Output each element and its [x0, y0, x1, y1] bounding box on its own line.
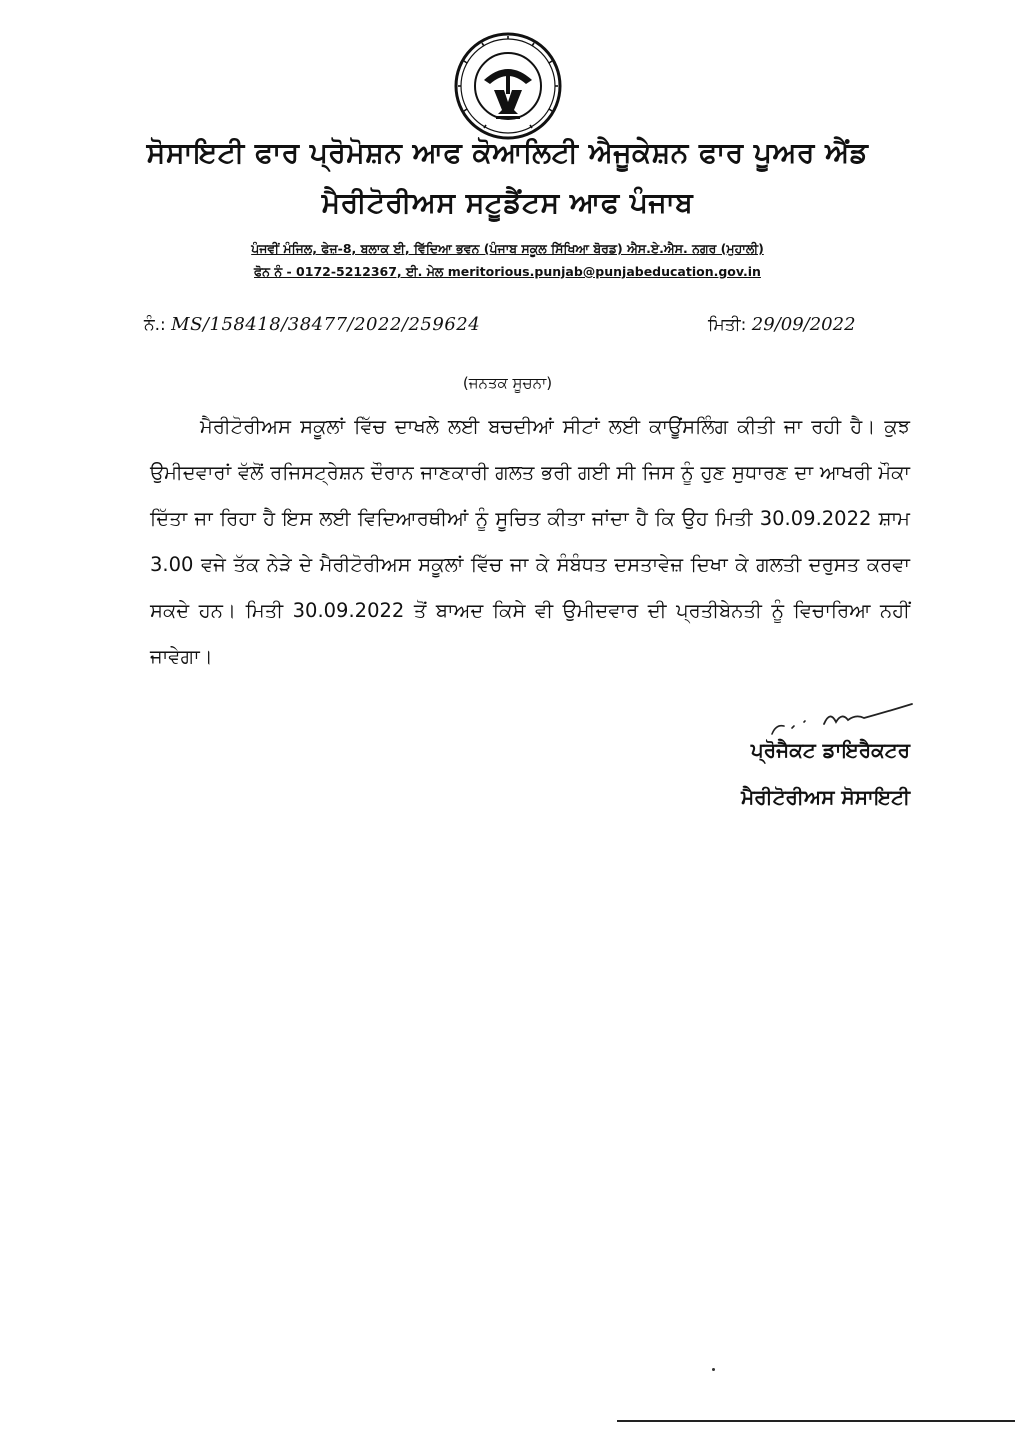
footer-rule: [617, 1420, 1015, 1422]
reference-number: [144, 314, 480, 335]
date-value: 29/09/2022: [751, 314, 856, 335]
organization-title-line2: ਮੈਰੀਟੋਰੀਅਸ ਸਟੂਡੈਂਟਸ ਆਫ ਪੰਜਾਬ: [321, 186, 694, 219]
notice-body: ਮੈਰੀਟੋਰੀਅਸ ਸਕੂਲਾਂ ਵਿੱਚ ਦਾਖਲੇ ਲਈ ਬਚਦੀਆਂ ਸੀਟਾਂ ਲਈ ਕਾਊਂਸਲਿੰਗ ਕੀਤੀ ਜਾ ਰਹੀ ਹੈ। ਕੁਝ ਉਮੀਦਵਾਰਾਂ ਵੱਲੋਂ ਰਜਿਸਟ੍ਰੇਸ਼ਨ ਦੌਰਾਨ ਜਾਣਕਾਰੀ ਗਲਤ ਭਰੀ ਗਈ ਸੀ ਜਿਸ ਨੂੰ ਹੁਣ ਸੁਧਾਰਣ ਦਾ ਆਖਰੀ ਮੌਕਾ ਦਿੱਤਾ ਜਾ ਰਿਹਾ ਹੈ ਇਸ ਲਈ ਵਿਦਿਆਰਥੀਆਂ ਨੂੰ ਸੂਚਿਤ ਕੀਤਾ ਜਾਂਦਾ ਹੈ ਕਿ ਉਹ ਮਿਤੀ 30.09.2022 ਸ਼ਾਮ 3.00 ਵਜੇ ਤੱਕ ਨੇੜੇ ਦੇ ਮੈਰੀਟੋਰੀਅਸ ਸਕੂਲਾਂ ਵਿੱਚ ਜਾ ਕੇ ਸੰਬੰਧਤ ਦਸਤਾਵੇਜ਼ ਦਿਖਾ ਕੇ ਗਲਤੀ ਦਰੁਸਤ ਕਰਵਾ ਸਕਦੇ ਹਨ। ਮਿਤੀ 30.09.2022 ਤੋਂ ਬਾਅਦ ਕਿਸੇ ਵੀ ਉਮੀਦਵਾਰ ਦੀ ਪ੍ਰਤੀਬੇਨਤੀ ਨੂੰ ਵਿਚਾਰਿਆ ਨਹੀਂ ਜਾਵੇਗਾ।: [150, 415, 910, 668]
organization-contact: ਫੋਨ ਨੰ - 0172-5212367, ਈ. ਮੇਲ meritorious.punjab@punjabeducation.gov.in: [254, 264, 761, 279]
signatory-organization: ਮੈਰੀਟੋਰੀਅਸ ਸੋਸਾਇਟੀ: [741, 785, 910, 809]
society-logo-icon: [454, 30, 562, 148]
issue-date: [708, 314, 856, 335]
scan-speck: [712, 1368, 715, 1371]
date-label: ਮਿਤੀ:: [708, 315, 747, 335]
handwritten-signature-icon: [760, 700, 920, 740]
organization-address: ਪੰਜਵੀਂ ਮੰਜਿਲ, ਫੇਜ਼-8, ਬਲਾਕ ਈ, ਵਿੱਦਿਆ ਭਵਨ (ਪੰਜਾਬ ਸਕੂਲ ਸਿੱਖਿਆ ਬੋਰਡ) ਐਸ.ਏ.ਐਸ. ਨਗਰ (ਮੁਹਾਲੀ): [251, 241, 764, 256]
notice-heading: (ਜਨਤਕ ਸੂਚਨਾ): [462, 374, 553, 392]
reference-label: ਨੰ.:: [144, 315, 166, 335]
organization-title-line1: ਸੋਸਾਇਟੀ ਫਾਰ ਪ੍ਰੋਮੋਸ਼ਨ ਆਫ ਕੋਆਲਿਟੀ ਐਜੂਕੇਸ਼ਨ ਫਾਰ ਪੂਅਰ ਐਂਡ: [146, 136, 869, 169]
reference-value: MS/158418/38477/2022/259624: [171, 314, 481, 335]
signatory-title: ਪ੍ਰੋਜੈਕਟ ਡਾਇਰੈਕਟਰ: [750, 738, 910, 762]
